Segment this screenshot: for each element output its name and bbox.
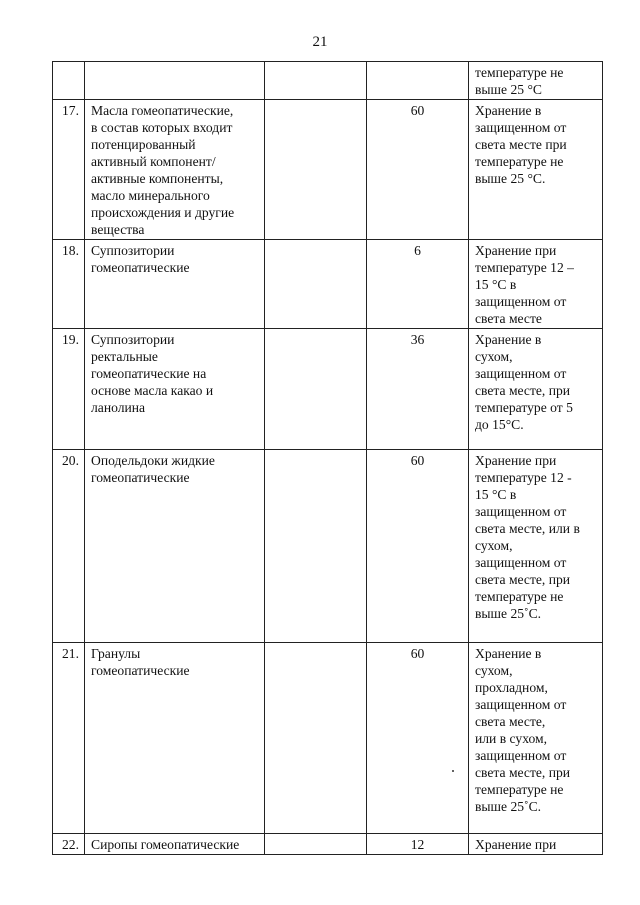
storage-condition: Хранение при температуре 12 – 15 °С в защищенном от света месте bbox=[469, 240, 603, 329]
empty-cell bbox=[265, 329, 367, 450]
storage-condition: Хранение в сухом, прохладном, защищенном от света месте, или в сухом, защищенном от света месте, при температуре не выше 25˚С. bbox=[469, 643, 603, 834]
dosage-form-name: Суппозитории ректальные гомеопатические на основе масла какао и ланолина bbox=[85, 329, 265, 450]
empty-cell bbox=[265, 643, 367, 834]
storage-condition: Хранение в сухом, защищенном от света месте, при температуре от 5 до 15°С. bbox=[469, 329, 603, 450]
storage-condition: Хранение при bbox=[469, 834, 603, 855]
shelf-life-months: 6 bbox=[367, 240, 469, 329]
table-row bbox=[53, 450, 603, 643]
dosage-form-name: Масла гомеопатические, в состав которых входит потенцированный активный компонент/ активные компоненты, масло минерального происхождения и другие вещества bbox=[85, 100, 265, 240]
dosage-form-name bbox=[85, 62, 265, 100]
empty-cell bbox=[265, 450, 367, 643]
row-number bbox=[53, 62, 85, 100]
row-number: 20. bbox=[53, 450, 85, 643]
storage-condition: Хранение при температуре 12 - 15 °С в защищенном от света месте, или в сухом, защищенном от света месте, при температуре не выше 25˚С. bbox=[469, 450, 603, 643]
shelf-life-months bbox=[367, 62, 469, 100]
table-row bbox=[53, 329, 603, 450]
dosage-form-name: Суппозитории гомеопатические bbox=[85, 240, 265, 329]
page-number: 21 bbox=[312, 34, 328, 50]
table-row bbox=[53, 643, 603, 834]
row-number: 19. bbox=[53, 329, 85, 450]
row-number: 22. bbox=[53, 834, 85, 855]
storage-condition: Хранение в защищенном от света месте при температуре не выше 25 °С. bbox=[469, 100, 603, 240]
table-row bbox=[53, 100, 603, 240]
empty-cell bbox=[265, 62, 367, 100]
empty-cell bbox=[265, 240, 367, 329]
empty-cell bbox=[265, 834, 367, 855]
storage-table bbox=[52, 61, 603, 855]
table-row bbox=[53, 62, 603, 100]
table-row bbox=[53, 834, 603, 855]
table-row bbox=[53, 240, 603, 329]
shelf-life-months: 60 bbox=[367, 450, 469, 643]
shelf-life-months: 12 bbox=[367, 834, 469, 855]
row-number: 17. bbox=[53, 100, 85, 240]
dosage-form-name: Оподельдоки жидкие гомеопатические bbox=[85, 450, 265, 643]
dosage-form-name: Сиропы гомеопатические bbox=[85, 834, 265, 855]
shelf-life-months: 60 bbox=[367, 100, 469, 240]
storage-condition: температуре не выше 25 °С bbox=[469, 62, 603, 100]
shelf-life-months: 36 bbox=[367, 329, 469, 450]
empty-cell bbox=[265, 100, 367, 240]
row-number: 21. bbox=[53, 643, 85, 834]
scan-speck bbox=[452, 770, 454, 772]
row-number: 18. bbox=[53, 240, 85, 329]
shelf-life-months: 60 bbox=[367, 643, 469, 834]
dosage-form-name: Гранулы гомеопатические bbox=[85, 643, 265, 834]
